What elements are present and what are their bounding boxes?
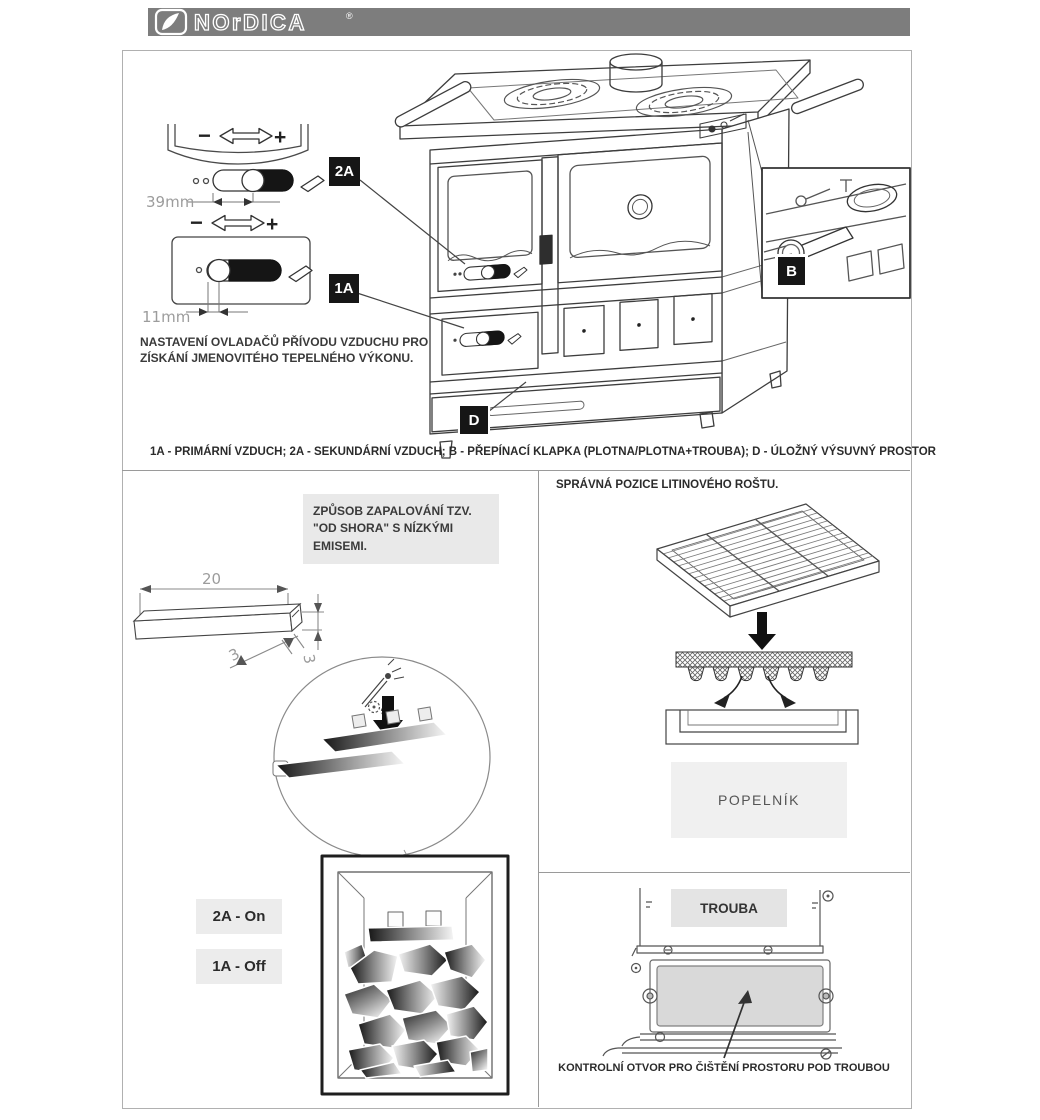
secondary-air-diagram <box>146 123 324 211</box>
minus-sign: − <box>190 210 203 235</box>
handle-right <box>790 78 865 116</box>
registered-mark: ® <box>346 11 353 21</box>
wood-strip-dimensions <box>134 570 324 668</box>
label-b: B <box>778 257 805 285</box>
ignition-title: ZPŮSOB ZAPALOVÁNÍ TZV. "OD SHORA" S NÍZKÝMI EMISEMI. <box>303 494 499 564</box>
kindling-layers <box>273 707 447 778</box>
plus-sign: + <box>274 126 287 149</box>
legend-caption: 1A - PRIMÁRNÍ VZDUCH; 2A - SEKUNDÁRNÍ VZDUCH; B - PŘEPÍNACÍ KLAPKA (PLOTNA/PLOTNA+TROUBA); D - ÚLOŽNÝ VÝSUVNÝ PROSTOR <box>150 446 936 458</box>
strip-width-label: 3 <box>225 644 243 665</box>
air-setting-note-line1: NASTAVENÍ OVLADAČŮ PŘÍVODU VZDUCHU PRO <box>140 335 429 349</box>
label-2a: 2A <box>329 157 360 186</box>
ash-pan <box>666 710 858 744</box>
strip-height-label: 3 <box>299 652 319 666</box>
label-d: D <box>460 406 488 434</box>
door-latch <box>540 235 552 264</box>
primary-air-diagram <box>142 210 312 326</box>
cast-iron-grate <box>657 504 879 617</box>
air-setting-note <box>140 334 460 366</box>
ignition-zoom-circle <box>273 657 490 857</box>
secondary-dim-label: 39mm <box>146 193 195 211</box>
primary-dim-label: 11mm <box>142 308 191 326</box>
strip-length-label: 20 <box>202 570 222 588</box>
state-2a-on: 2A - On <box>196 899 282 934</box>
inspection-caption: KONTROLNÍ OTVOR PRO ČIŠTĚNÍ PROSTORU POD TROUBOU <box>558 1062 890 1074</box>
grate-cross-section <box>676 652 852 681</box>
grate-title: SPRÁVNÁ POZICE LITINOVÉHO ROŠTU. <box>556 479 779 491</box>
label-1a: 1A <box>329 274 359 303</box>
oven-label: TROUBA <box>671 889 787 927</box>
minus-sign: − <box>198 123 211 148</box>
air-setting-note-line2: ZÍSKÁNÍ JMENOVITÉHO TEPELNÉHO VÝKONU. <box>140 351 414 366</box>
firebox-loading-view <box>322 856 508 1094</box>
state-1a-off: 1A - Off <box>196 949 282 984</box>
falling-ash-arrows <box>714 676 796 708</box>
wood-logs <box>344 944 488 1078</box>
ash-pan-label: POPELNÍK <box>671 762 847 838</box>
plus-sign: + <box>266 213 279 236</box>
inspection-cover <box>632 960 834 1032</box>
brand-name: NOrDICA <box>194 10 307 35</box>
down-arrow-icon <box>748 612 776 650</box>
